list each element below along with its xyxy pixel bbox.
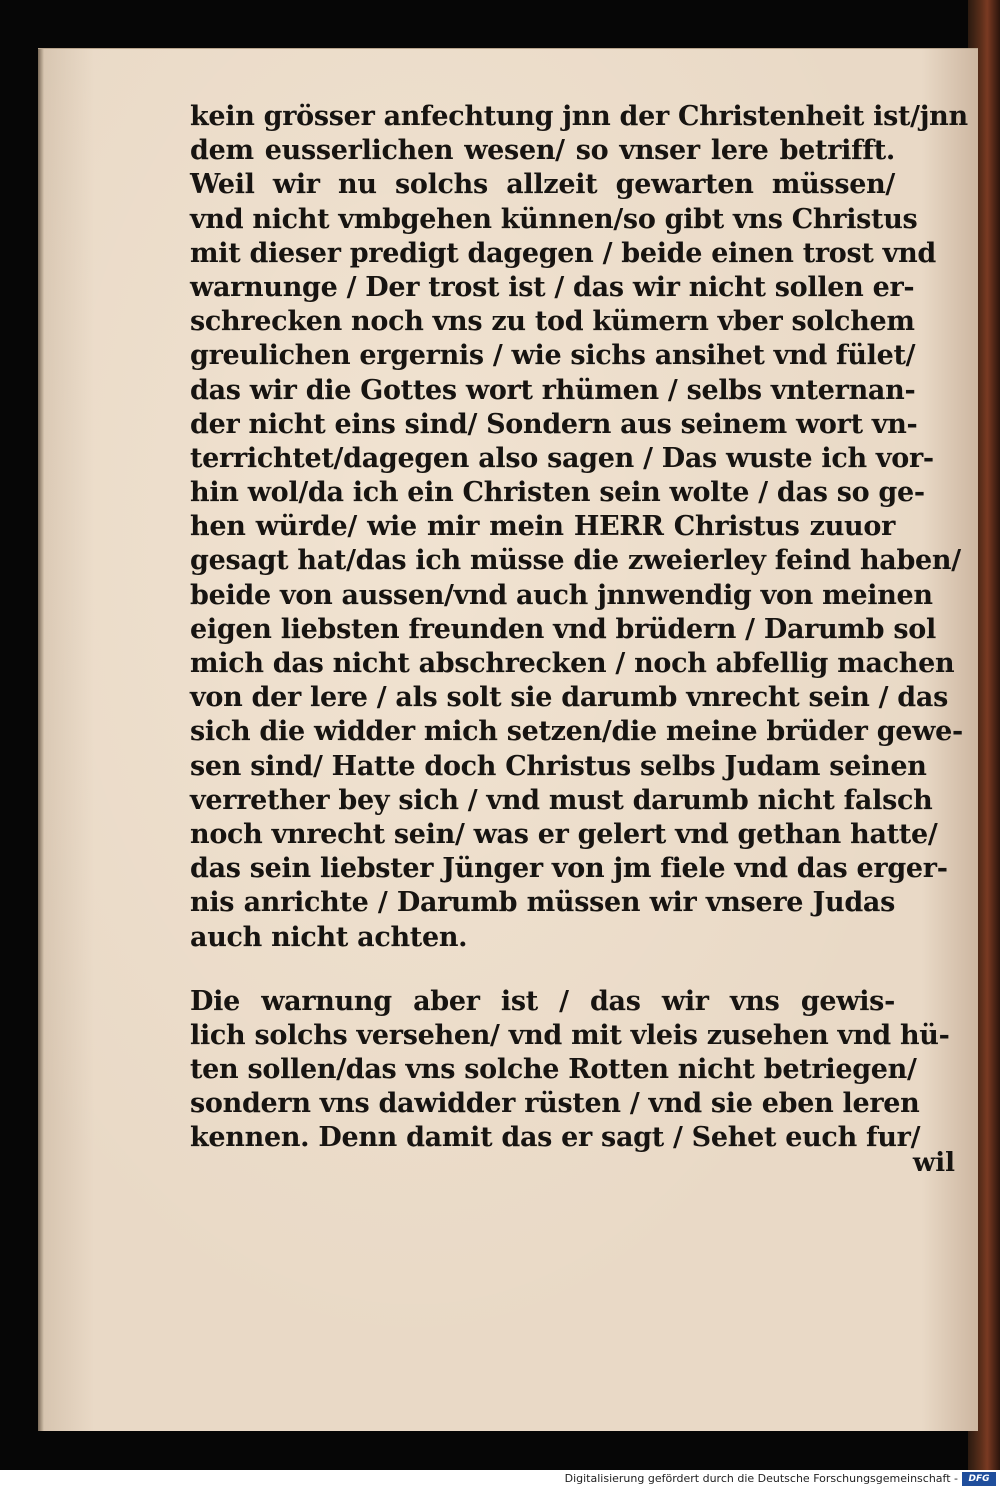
text-line: lich solchs versehen/ vnd mit vleis zusehen vnd hü- (190, 1019, 950, 1051)
text-line: vnd nicht vmbgehen künnen/so gibt vns Christus (190, 203, 918, 235)
text-line: ten sollen/das vns solche Rotten nicht betriegen/ (190, 1054, 917, 1086)
footer-bar (0, 1470, 1000, 1488)
text-line: eigen liebsten freunden vnd brüdern / Darumb sol (190, 613, 936, 645)
paragraph-1 (190, 100, 968, 955)
paragraph-gap (190, 955, 895, 985)
funding-credit: Digitalisierung gefördert durch die Deutsche Forschungsgemeinschaft - (564, 1472, 958, 1485)
catchword: wil (912, 1148, 955, 1178)
text-line: sen sind/ Hatte doch Christus selbs Judam seinen (190, 750, 927, 782)
text-line: das sein liebster Jünger von jm fiele vnd das erger- (190, 853, 948, 885)
text-line: dem eusserlichen wesen/ so vnser lere betrifft. (190, 135, 895, 167)
text-line: hen würde/ wie mir mein HERR Christus zuuor (190, 511, 895, 543)
text-line: Die warnung aber ist / das wir vns gewis- (190, 985, 895, 1017)
text-line: schrecken noch vns zu tod kümern vber solchem (190, 306, 915, 338)
text-line: kein grösser anfechtung jnn der Christenheit ist/jnn (190, 101, 968, 132)
text-line: sondern vns dawidder rüsten / vnd sie eben leren (190, 1088, 920, 1120)
text-line: der nicht eins sind/ Sondern aus seinem wort vn- (190, 408, 918, 440)
text-line: gesagt hat/das ich müsse die zweierley feind haben/ (190, 545, 961, 577)
text-line: von der lere / als solt sie darumb vnrecht sein / das (190, 682, 948, 714)
page-edge (38, 49, 44, 1431)
text-line: sich die widder mich setzen/die meine brüder gewe- (190, 716, 963, 748)
text-line: nis anrichte / Darumb müssen wir vnsere Judas (190, 887, 895, 919)
text-line: verrether bey sich / vnd must darumb nicht falsch (190, 784, 933, 816)
text-line: greulichen ergernis / wie sichs ansihet vnd fület/ (190, 340, 916, 372)
text-line: hin wol/da ich ein Christen sein wolte / das so ge- (190, 477, 925, 509)
text-line: noch vnrecht sein/ was er gelert vnd gethan hatte/ (190, 818, 938, 850)
text-line: auch nicht achten. (190, 921, 468, 953)
dfg-logo: DFG (962, 1472, 996, 1486)
text-line: terrichtet/dagegen also sagen / Das wuste ich vor- (190, 442, 934, 474)
text-line: Weil wir nu solchs allzeit gewarten müssen/ (190, 169, 895, 201)
text-line: beide von aussen/vnd auch jnnwendig von meinen (190, 579, 933, 611)
text-line: mich das nicht abschrecken / noch abfellig machen (190, 648, 955, 679)
text-line: das wir die Gottes wort rhümen / selbs vnternan- (190, 374, 916, 406)
text-line: kennen. Denn damit das er sagt / Sehet euch fur/ (190, 1122, 921, 1154)
page-text (190, 100, 968, 1156)
text-line: mit dieser predigt dagegen / beide einen trost vnd (190, 237, 936, 269)
paragraph-2 (190, 985, 950, 1156)
text-line: warnunge / Der trost ist / das wir nicht sollen er- (190, 271, 915, 303)
